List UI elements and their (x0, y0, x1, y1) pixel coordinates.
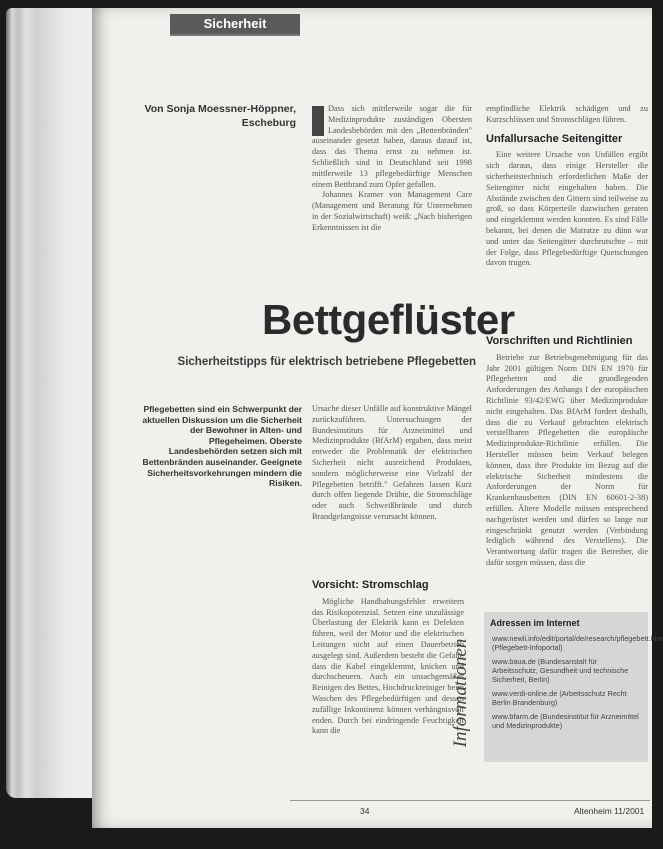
info-link-4: www.bfarm.de (Bundesinstitut für Arzneimittel und Medizinprodukte) (492, 712, 639, 730)
article-title: Bettgeflüster (262, 296, 515, 343)
section-rule (170, 34, 300, 36)
page-number: 34 (360, 806, 370, 816)
stromschlag-paragraph: Mögliche Handhabungsfehler erweitern das Risikopotenzial. Setzen eine unzulässige Überlastung der Elektrik kann es Defekten führen, weil der Motor und die elektrischen Leitungen nicht auf einen Dauerbetrieb ausgelegt sind. Außerdem besteht die Gefahr, dass die Kabel eingeklemmt, knicken und durchscheuern. Auch ein unsachgemäßes Reinigen des Bettes, Hochdruckreiniger beim Waschen des Pflegebedürftigen und dessen zufällige Inkontinenz können verhängnisvoll enden. Durch bei eindringende Feuchtigkeit kann die (312, 596, 464, 736)
intro-column-1 (312, 104, 472, 234)
heading-seitengitter: Unfallursache Seitengitter (486, 132, 623, 145)
heading-vorschriften: Vorschriften und Richtlinien (486, 335, 633, 347)
author-location: Escheburg (241, 117, 296, 129)
info-box-heading: Adressen im Internet (490, 618, 580, 628)
info-link-1: www.newli.info/edit/portal/de/research/pflegebett.htm (Pflegebett-Infoportal) (492, 634, 663, 652)
article-lead: Pflegebetten sind ein Schwerpunkt der aktuellen Diskussion um die Sicherheit der Bewohner in Alten- und Pflegeheimen. Oberste Landesbehörden setzen sich mit Bettenbränden auseinander. Geeignete Sicherheitsvorkehrungen mindern die Risiken. (142, 404, 302, 489)
info-link-3: www.verdi-online.de (Arbeitsschutz Recht Berlin Brandenburg) (492, 689, 627, 707)
intro-column-2 (486, 104, 648, 269)
intro-paragraph-1: Dass sich mittlerweile sogar die für Medizinprodukte zuständigen Obersten Landesbehörden mit den „Bettenbränden" auseinander gesetzt haben, daraus darauf ist, dass das Thema ernst zu nehmen ist. Schließlich sind in Deutschland seit 1998 mittlerweile 13 pflegebedürftige Menschen einem Bettbrand zum Opfer gefallen. (312, 104, 472, 189)
intro-col2-paragraph: empfindliche Elektrik schädigen und zu Kurzschlüssen und Stromschlägen führen. (486, 104, 648, 124)
drop-cap (312, 106, 324, 136)
intro-paragraph-2: Johannes Kramer von Management Care (Management und Beratung für Unternehmen in der Sozialwirtschaft) weiß: „Nach bisherigen Erkenntnissen ist die (312, 190, 472, 232)
vorschriften-column (486, 328, 648, 569)
magazine-issue: Altenheim 11/2001 (574, 806, 645, 816)
heading-stromschlag: Vorsicht: Stromschlag (312, 579, 429, 591)
seitengitter-paragraph: Eine weitere Ursache von Unfällen ergibt sich daraus, dass einige Hersteller die sicherheitstechnisch erforderlichen Maße der Seitengitter nicht eingehalten haben. Die Abstände zwischen den Gittern sind teilweise zu groß, so dass Körperteile dazwischen geraten und eingeklemmt werden konnten. Es sind Fälle bekannt, bei denen die Matratze zu dünn war und unter das Seitengitter durchrutschte – mit der Folge, dass Pflegebedürftige Quetschungen davon trugen. (486, 150, 648, 268)
stromschlag-column (312, 572, 464, 737)
info-link-2: www.baua.de (Bundesanstalt für Arbeitsschutz, Gesundheit und technische Sicherheit, Berlin) (492, 657, 629, 684)
body-paragraph: Ursache dieser Unfälle auf konstruktive Mängel zurückzuführen. Untersuchungen der Bundesinstituts für Arzneimittel und Medizinprodukte (BfArM) ergaben, dass meist entweder die Problematik der elektrischen Sicherheit nicht ausreichend Produkten, sondern möglicherweise eine Vielzahl der Pflegebetten betrifft." Gefahren lassen Kurz durch offen liegende Drähte, die Stromschläge oder auch Schweißbrände und durch Brandgefangnisse verursacht können. (312, 404, 472, 521)
author-name: Von Sonja Moessner-Höppner, (144, 103, 296, 115)
info-box (484, 612, 663, 762)
section-tab: Sicherheit (170, 14, 300, 34)
info-label-text: Informationen (450, 638, 471, 748)
vorschriften-paragraph: Betriebe zur Betriebsgenehmigung für das Jahr 2001 gültigen Norm DIN EN 1970 für Pflegebetten und die grundlegenden Anforderungen des Anhangs I der europäischen Richtlinie 93/42/EWG über Medizinprodukte nicht eingehalten. Das BfArM fordert deshalb, dass die zu Verkauf gebrachten elektrisch verstellbaren Pflegebetten die europäische Medizinprodukte-Richtlinie erfüllen. Die Hersteller müssen beim Verkauf belegen können, dass ihre Produkte im Bezug auf die elektrische Sicherheit mindestens die Anforderungen der Norm für Krankenhausbetten (DIN EN 60601-2-38) erfüllen. Ältere Modelle müssen entsprechend nachgerüstet werden und dürfen so lange nur eingeschränkt genutzt werden (Verbindung lediglich während des Verstellens). Die Verantwortung dafür tragen die Betreiber, die dafür sorgen müssen, dass die (486, 352, 648, 567)
body-column-3 (312, 404, 472, 523)
article-subtitle: Sicherheitstipps für elektrisch betriebene Pflegebetten (177, 356, 476, 368)
author-byline (128, 102, 296, 130)
info-side-label (446, 618, 476, 768)
footer-rule (290, 800, 650, 801)
